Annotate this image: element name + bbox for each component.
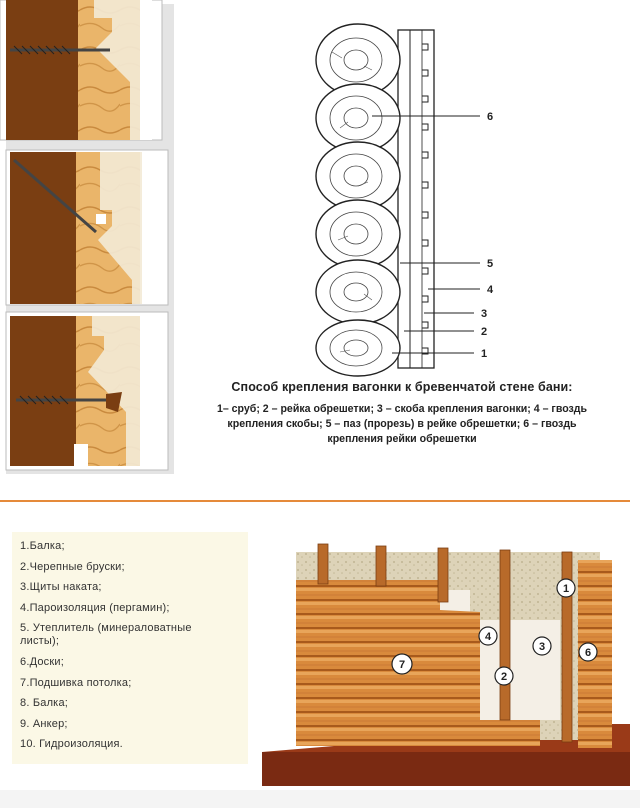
caption-title: Способ крепления вагонки к бревенчатой стене бани: [231, 380, 573, 394]
callout-3: 3 [481, 308, 488, 320]
section-panel-2 [6, 150, 168, 305]
footer-strip [0, 790, 640, 808]
legend-item-9: 9. Анкер; [20, 717, 68, 730]
legend-item-10: 10. Гидроизоляция. [20, 738, 123, 751]
section-divider [0, 500, 630, 502]
diagram-caption [172, 380, 632, 447]
legend-item-5: 5. Утеплитель (минераловатные листы); [20, 622, 192, 648]
callout-5: 5 [487, 258, 494, 270]
caption-line-3: крепления рейки обрешетки [327, 433, 477, 445]
marker-1: 1 [562, 583, 570, 595]
log-4 [316, 200, 400, 268]
legend-item-2: 2.Черепные бруски; [20, 560, 125, 573]
log-wall-drawing [316, 24, 494, 376]
legend-item-1: 1.Балка; [20, 540, 65, 552]
log-5 [316, 260, 400, 324]
callout-1: 1 [481, 348, 488, 360]
marker-2: 2 [500, 671, 508, 683]
section-panel-1 [0, 0, 162, 140]
caption-line-2: крепления скобы; 5 – паз (прорезь) в рейке обрешетки; 6 – гвоздь [227, 418, 577, 430]
caption-body [172, 402, 632, 447]
marker-6: 6 [584, 647, 592, 659]
section-panel-3 [6, 312, 168, 470]
callout-4: 4 [487, 284, 494, 296]
legend-item-8: 8. Балка; [20, 697, 69, 710]
callout-2: 2 [481, 326, 488, 338]
callout-6: 6 [487, 111, 494, 123]
marker-4: 4 [484, 631, 492, 643]
legend-box [12, 532, 248, 764]
caption-line-1: 1– сруб; 2 – рейка обрешетки; 3 – скоба крепления вагонки; 4 – гвоздь [216, 403, 588, 415]
left-panel-stack [0, 0, 174, 474]
marker-7: 7 [398, 659, 406, 671]
wall-illustration [262, 544, 630, 786]
legend-item-4: 4.Пароизоляция (пергамин); [20, 601, 170, 614]
log-6 [316, 320, 400, 376]
marker-3: 3 [538, 641, 546, 653]
legend-item-7: 7.Подшивка потолка; [20, 676, 132, 689]
legend-item-6: 6.Доски; [20, 655, 64, 668]
legend-item-3: 3.Щиты наката; [20, 581, 102, 594]
